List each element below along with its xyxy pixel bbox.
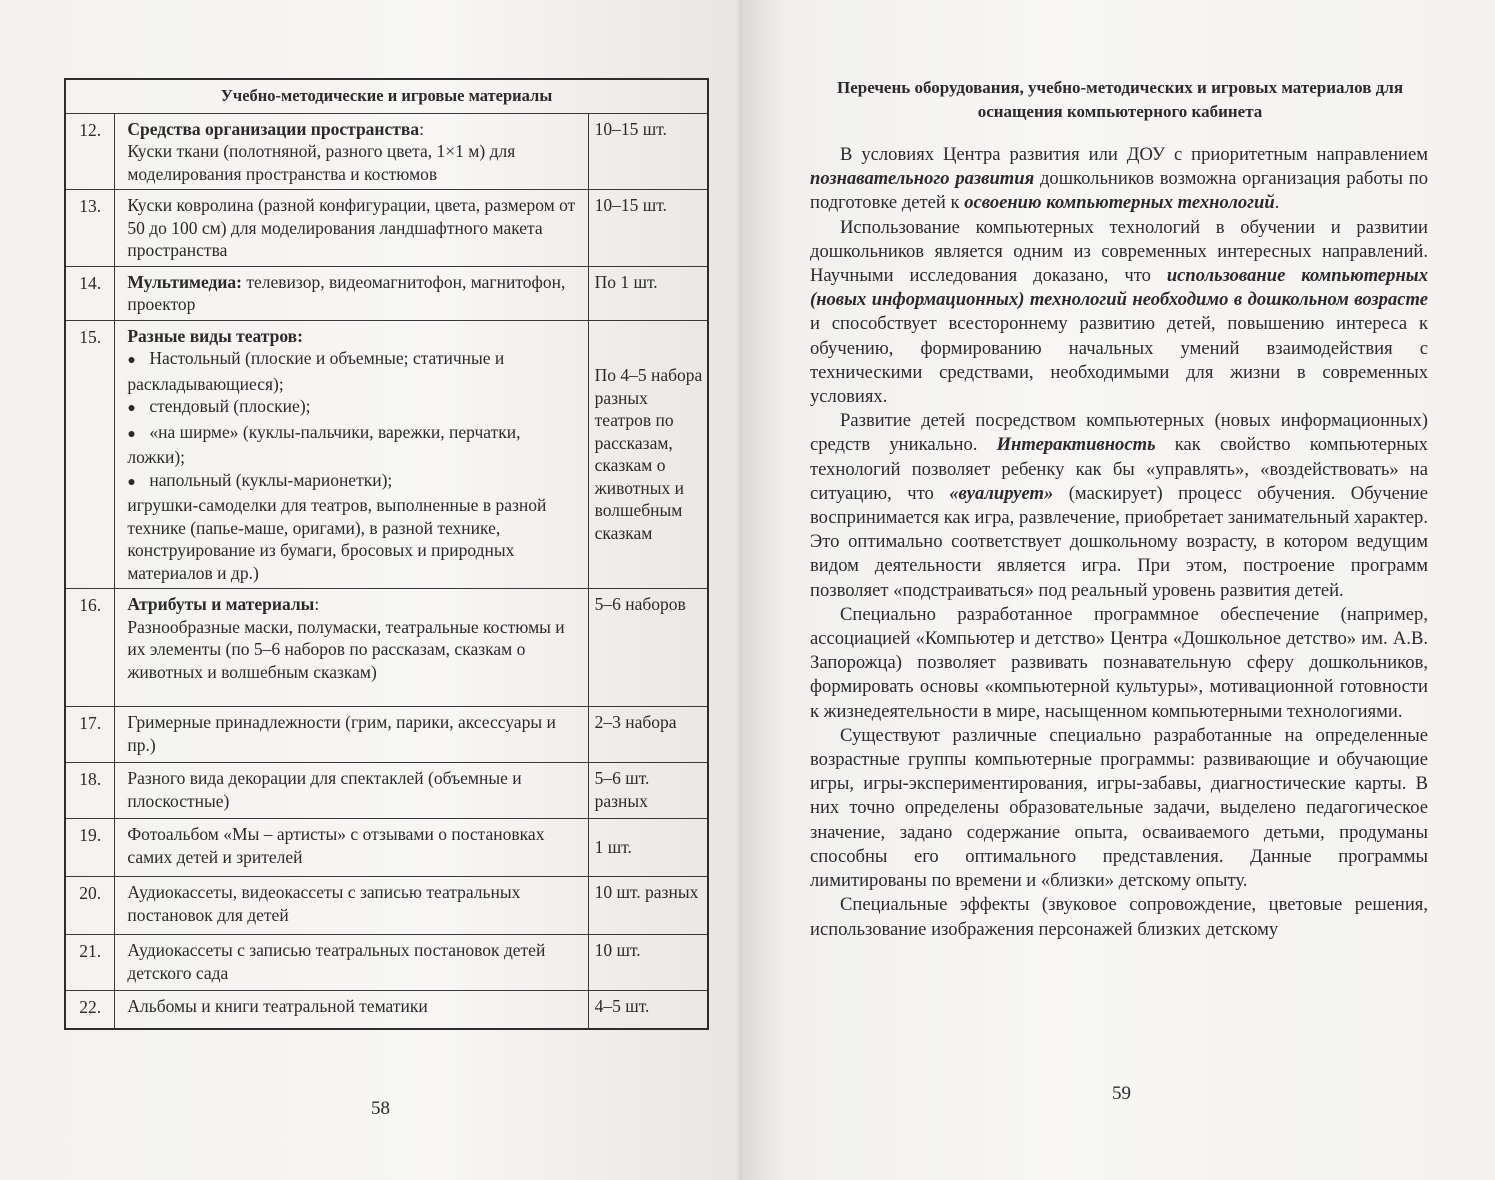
row-description: Разного вида декорации для спектаклей (объемные и плоскостные) bbox=[115, 763, 588, 819]
row-description: Средства организации пространства: Куски ткани (полотняной, разного цвета, 1×1 м) для моделирования пространства и костюмов bbox=[115, 113, 588, 190]
table-row bbox=[65, 991, 708, 1029]
row-quantity: По 4–5 набора разных театров по рассказам, сказкам о животных и волшебным сказкам bbox=[588, 320, 708, 589]
body-text bbox=[810, 143, 1428, 942]
row-number: 13. bbox=[65, 190, 115, 267]
row-quantity: 10 шт. разных bbox=[588, 877, 708, 935]
row-quantity: 1 шт. bbox=[588, 819, 708, 877]
paragraph: Существуют различные специально разработанные на определенные возрастные группы компьютерные программы: развивающие и обучающие игры, игры-экспериментирования, игры-забавы, диагностические карты. В них точно определены образовательные задачи, выделено педагогическое значение, задано содержание опыта, осваиваемого детьми, продуманы способны его оптимального представления. Данные программы лимитированы по времени и «близки» детскому опыту. bbox=[810, 724, 1428, 892]
left-page bbox=[0, 0, 742, 1180]
paragraph: Специальные эффекты (звуковое сопровождение, цветовые решения, использование изображения персонажей близких детскому bbox=[810, 894, 1428, 940]
bullet-icon: ● bbox=[127, 426, 136, 442]
paragraph: Использование компьютерных технологий в обучении и развитии дошкольников является одним из современных интересных направлений. Научными исследования доказано, что использование компьютерных (новых информационных) технологий необходимо в дошкольном возрасте и способствует всестороннему развитию детей, повышению интереса к обучению, формированию начальных умений взаимодействия с техническими средствами, необходимыми для жизни в современных условиях. bbox=[810, 216, 1428, 408]
row-description: Атрибуты и материалы: Разнообразные маски, полумаски, театральные костюмы и их элементы (по 5–6 наборов по рассказам, сказкам о животных и волшебным сказкам) bbox=[115, 589, 588, 707]
row-number: 17. bbox=[65, 707, 115, 763]
table-row bbox=[65, 113, 708, 190]
row-quantity: По 1 шт. bbox=[588, 266, 708, 320]
table-row bbox=[65, 320, 708, 589]
table-row bbox=[65, 589, 708, 707]
row-quantity: 5–6 шт. разных bbox=[588, 763, 708, 819]
row-quantity: 10–15 шт. bbox=[588, 190, 708, 267]
page-number: 59 bbox=[1112, 1083, 1131, 1104]
row-number: 14. bbox=[65, 266, 115, 320]
table-row bbox=[65, 819, 708, 877]
materials-table bbox=[64, 78, 709, 1030]
bullet-icon: ● bbox=[127, 474, 136, 490]
row-description: Разные виды театров: ● Настольный (плоские и объемные; статичные и раскладывающиеся); ● стендовый (плоские); ● «на ширме» (куклы-пальчики, варежки, перчатки, ложки); ● напольный (куклы-марионетки); игрушки-самоделки для театров, выполненные в разной технике (папье-маше, оригами), в разной технике, конструирование из бумаги, бросовых и природных материалов и др.) bbox=[115, 320, 588, 589]
row-number: 21. bbox=[65, 935, 115, 991]
bullet-icon: ● bbox=[127, 401, 136, 416]
row-quantity: 5–6 наборов bbox=[588, 589, 708, 707]
paragraph: Специально разработанное программное обеспечение (например, ассоциацией «Компьютер и детство» Центра «Дошкольное детство» им. А.В. Запорожца) позволяет развивать познавательную сферу дошкольников, формировать основы «компьютерной культуры», мотивационной готовности к жизнедеятельности в мире, насыщенном компьютерными технологиями. bbox=[810, 603, 1428, 722]
row-description: Мультимедиа: телевизор, видеомагнитофон, магнитофон, проектор bbox=[115, 266, 588, 320]
row-quantity: 10 шт. bbox=[588, 935, 708, 991]
row-number: 18. bbox=[65, 763, 115, 819]
row-description: Аудиокассеты, видеокассеты с записью театральных постановок для детей bbox=[115, 877, 588, 935]
row-description: Фотоальбом «Мы – артисты» с отзывами о постановках самих детей и зрителей bbox=[115, 819, 588, 877]
table-row bbox=[65, 763, 708, 819]
row-description: Аудиокассеты с записью театральных постановок детей детского сада bbox=[115, 935, 588, 991]
row-quantity: 4–5 шт. bbox=[588, 991, 708, 1029]
row-quantity: 10–15 шт. bbox=[588, 113, 708, 190]
row-quantity: 2–3 набора bbox=[588, 707, 708, 763]
paragraph: В условиях Центра развития или ДОУ с приоритетным направлением познавательного развития дошкольников возможна организация работы по подготовке детей к освоению компьютерных технологий. bbox=[810, 144, 1428, 214]
table-row bbox=[65, 266, 708, 320]
table-row bbox=[65, 707, 708, 763]
table-row bbox=[65, 877, 708, 935]
row-description: Гримерные принадлежности (грим, парики, аксессуары и пр.) bbox=[115, 707, 588, 763]
row-number: 16. bbox=[65, 589, 115, 707]
table-row bbox=[65, 935, 708, 991]
table-header-row bbox=[65, 79, 708, 113]
row-description: Куски ковролина (разной конфигурации, цвета, размером от 50 до 100 см) для моделирования ландшафтного макета пространства bbox=[115, 190, 588, 267]
table-title: Учебно-методические и игровые материалы bbox=[65, 79, 708, 113]
row-number: 20. bbox=[65, 877, 115, 935]
row-number: 12. bbox=[65, 113, 115, 190]
row-number: 19. bbox=[65, 819, 115, 877]
bullet-icon: ● bbox=[127, 353, 136, 368]
table-row bbox=[65, 190, 708, 267]
row-description: Альбомы и книги театральной тематики bbox=[115, 991, 588, 1029]
page-number: 58 bbox=[371, 1098, 390, 1119]
row-number: 15. bbox=[65, 320, 115, 589]
section-heading: Перечень оборудования, учебно-методических и игровых материалов для оснащения компьютерного кабинета bbox=[836, 78, 1404, 121]
paragraph: Развитие детей посредством компьютерных (новых информационных) средств уникально. Интерактивность как свойство компьютерных технологий позволяет ребенку как бы «управлять», «воздействовать» на ситуацию, что «вуалирует» (маскирует) процесс обучения. Обучение воспринимается как игра, развлечение, приобретает занимательный характер. Это оптимально соответствует дошкольному возрасту, в котором ведущим видом деятельности является игра. При этом, построение программ позволяет «подстраиваться» под реальный уровень развития детей. bbox=[810, 410, 1428, 601]
row-number: 22. bbox=[65, 991, 115, 1029]
